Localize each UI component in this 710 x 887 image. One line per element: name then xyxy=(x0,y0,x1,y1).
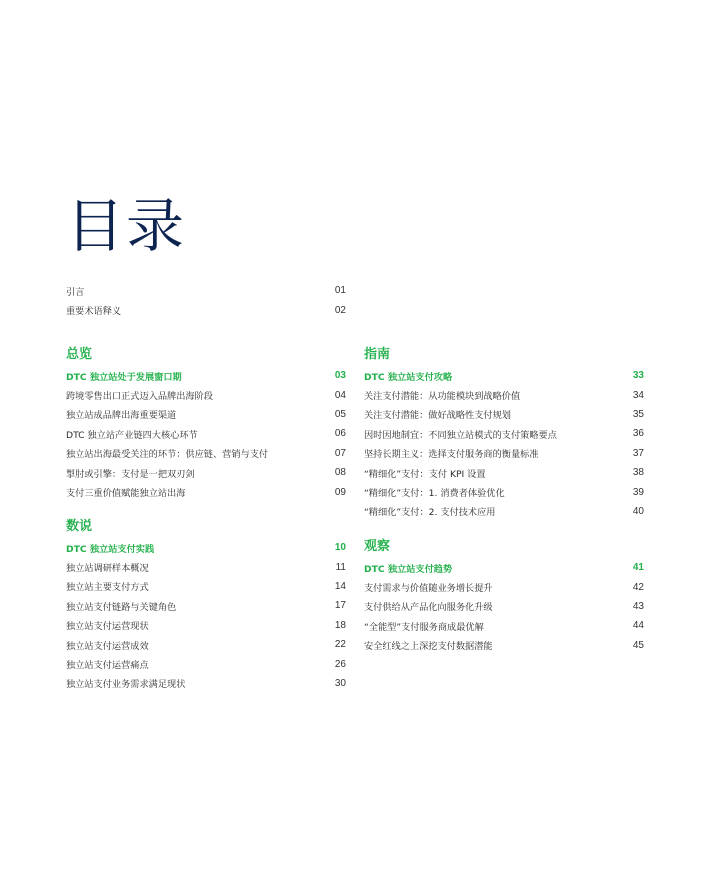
entry-page: 11 xyxy=(335,561,346,573)
toc-section-observe xyxy=(364,536,644,655)
subheading-label: DTC 独立站处于发展窗口期 xyxy=(66,371,182,383)
entry-label: “精细化”支付：2. 支付技术应用 xyxy=(364,507,496,519)
subheading-page: 03 xyxy=(334,370,346,382)
toc-entry[interactable] xyxy=(66,635,346,654)
toc-entry[interactable] xyxy=(66,674,346,693)
entry-label: 掣肘或引擎：支付是一把双刃剑 xyxy=(66,468,195,480)
entry-label: 支付供给从产品化向服务化升级 xyxy=(364,602,493,614)
entry-label: 独立站调研样本概况 xyxy=(66,563,149,575)
entry-page: 37 xyxy=(632,447,644,459)
entry-page: 44 xyxy=(632,620,644,632)
entry-label: 独立站成品牌出海重要渠道 xyxy=(66,410,177,422)
entry-page: 17 xyxy=(334,600,346,612)
entry-label: 重要术语释义 xyxy=(66,306,122,318)
toc-section-data xyxy=(66,516,346,693)
toc-entry[interactable] xyxy=(364,424,644,443)
entry-page: 34 xyxy=(632,389,644,401)
entry-page: 36 xyxy=(632,428,644,440)
entry-page: 05 xyxy=(334,408,346,420)
entry-page: 30 xyxy=(334,677,346,689)
toc-entry[interactable] xyxy=(364,616,644,635)
toc-entry[interactable] xyxy=(66,654,346,673)
entry-label: 支付需求与价值随业务增长提升 xyxy=(364,583,493,595)
entry-page: 39 xyxy=(632,486,644,498)
toc-entry[interactable] xyxy=(364,385,644,404)
entry-page: 42 xyxy=(632,581,644,593)
toc-entry[interactable] xyxy=(364,502,644,521)
toc-subheading[interactable] xyxy=(364,366,644,385)
entry-page: 01 xyxy=(334,285,346,297)
entry-label: 跨境零售出口正式迈入品牌出海阶段 xyxy=(66,391,213,403)
entry-label: “精细化”支付：支付 KPI 设置 xyxy=(364,468,486,480)
toc-entry[interactable] xyxy=(364,577,644,596)
entry-page: 02 xyxy=(334,304,346,316)
entry-label: 关注支付潜能：从功能模块到战略价值 xyxy=(364,391,521,403)
toc-subheading[interactable] xyxy=(66,366,346,385)
toc-entry[interactable] xyxy=(66,577,346,596)
entry-page: 06 xyxy=(334,428,346,440)
entry-page: 26 xyxy=(334,658,346,670)
entry-page: 40 xyxy=(632,505,644,517)
subheading-label: DTC 独立站支付攻略 xyxy=(364,371,453,383)
entry-label: 安全红线之上深挖支付数据潜能 xyxy=(364,641,493,653)
section-heading: 总览 xyxy=(66,347,93,362)
entry-label: 引言 xyxy=(66,286,85,298)
entry-label: “全能型”支付服务商成最优解 xyxy=(364,621,484,633)
subheading-label: DTC 独立站支付实践 xyxy=(66,543,155,555)
toc-entry[interactable] xyxy=(66,596,346,615)
entry-page: 38 xyxy=(632,467,644,479)
toc-section-overview xyxy=(66,344,346,502)
toc-entry[interactable] xyxy=(66,616,346,635)
entry-page: 18 xyxy=(334,619,346,631)
entry-page: 45 xyxy=(632,639,644,651)
subheading-page: 10 xyxy=(334,542,346,554)
entry-page: 09 xyxy=(334,486,346,498)
section-heading: 数说 xyxy=(66,519,93,534)
entry-page: 07 xyxy=(334,447,346,459)
toc-entry[interactable] xyxy=(364,444,644,463)
toc-entry[interactable] xyxy=(66,444,346,463)
toc-entry[interactable] xyxy=(66,424,346,443)
entry-label: 关注支付潜能：做好战略性支付规划 xyxy=(364,410,511,422)
entry-label: 独立站出海最受关注的环节：供应链、营销与支付 xyxy=(66,449,269,461)
entry-label: 独立站支付链路与关键角色 xyxy=(66,601,177,613)
subheading-page: 41 xyxy=(632,562,644,574)
entry-page: 22 xyxy=(334,639,346,651)
entry-page: 04 xyxy=(334,389,346,401)
toc-subheading[interactable] xyxy=(66,538,346,557)
entry-label: 独立站主要支付方式 xyxy=(66,582,149,594)
entry-label: 坚持长期主义：选择支付服务商的衡量标准 xyxy=(364,449,539,461)
entry-page: 35 xyxy=(632,408,644,420)
entry-label: 独立站支付运营成效 xyxy=(66,640,149,652)
toc-entry[interactable] xyxy=(66,385,346,404)
entry-label: DTC 独立站产业链四大核心环节 xyxy=(66,429,198,441)
subheading-page: 33 xyxy=(632,370,644,382)
toc-subheading[interactable] xyxy=(364,558,644,577)
toc-intro xyxy=(66,281,346,320)
entry-label: “精细化”支付：1. 消费者体验优化 xyxy=(364,488,505,500)
entry-label: 因时因地制宜：不同独立站模式的支付策略要点 xyxy=(364,429,557,441)
toc-entry[interactable] xyxy=(364,482,644,501)
entry-label: 独立站支付运营痛点 xyxy=(66,660,149,672)
toc-entry[interactable] xyxy=(66,300,346,319)
subheading-label: DTC 独立站支付趋势 xyxy=(364,563,453,575)
page-title: 目录 xyxy=(66,192,187,260)
section-heading: 观察 xyxy=(364,539,391,554)
entry-page: 08 xyxy=(334,467,346,479)
entry-page: 14 xyxy=(334,580,346,592)
toc-entry[interactable] xyxy=(66,281,346,300)
entry-page: 43 xyxy=(632,600,644,612)
toc-section-guide xyxy=(364,344,644,521)
toc-entry[interactable] xyxy=(66,557,346,576)
toc-entry[interactable] xyxy=(364,597,644,616)
toc-entry[interactable] xyxy=(364,636,644,655)
entry-label: 独立站支付业务需求满足现状 xyxy=(66,679,186,691)
toc-entry[interactable] xyxy=(364,405,644,424)
toc-entry[interactable] xyxy=(66,463,346,482)
toc-entry[interactable] xyxy=(364,463,644,482)
section-heading: 指南 xyxy=(364,347,391,362)
entry-label: 独立站支付运营现状 xyxy=(66,621,149,633)
toc-entry[interactable] xyxy=(66,405,346,424)
entry-label: 支付三重价值赋能独立站出海 xyxy=(66,488,186,500)
toc-entry[interactable] xyxy=(66,482,346,501)
